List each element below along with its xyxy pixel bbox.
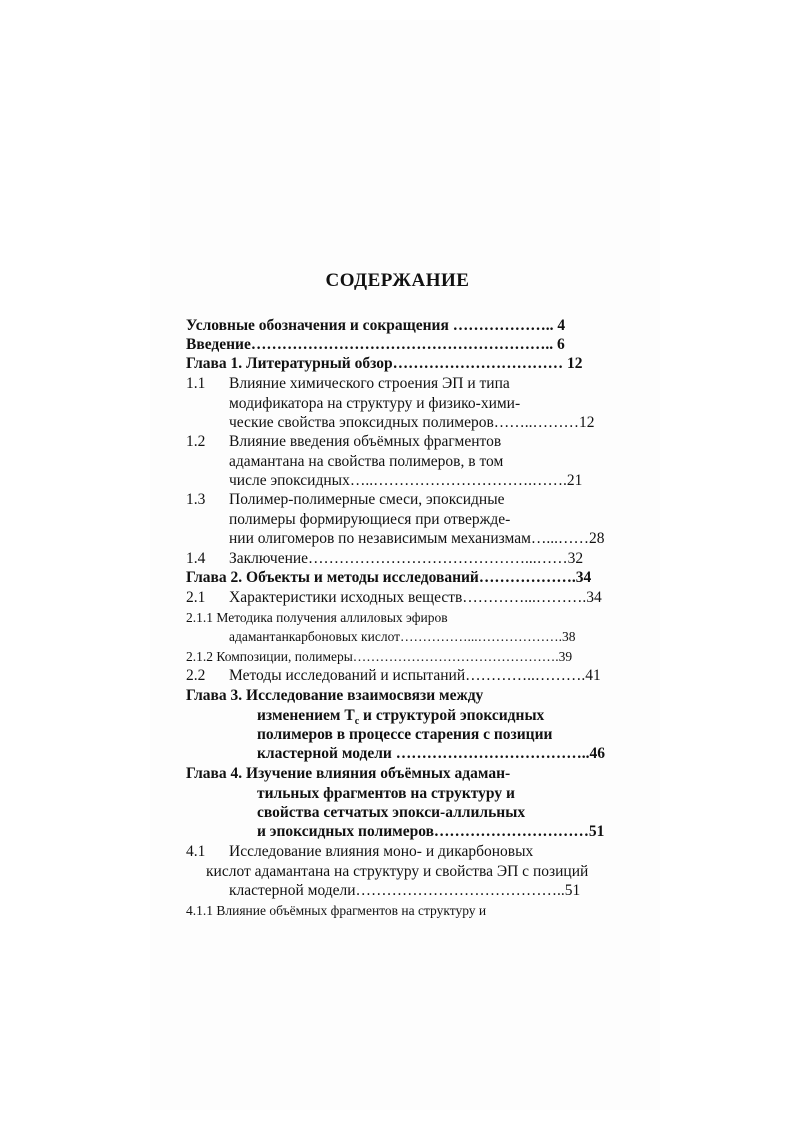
toc-entry-1-3-line-3: нии олигомеров по независимым механизмам…...……28	[229, 530, 605, 547]
toc-entry-2-1-1-line-2: адамантанкарбоновых кислот……………...……………….38	[229, 629, 576, 644]
toc-entry-1-4: Заключение……………………………………...……32	[229, 550, 584, 567]
toc-entry-abbreviations: Условные обозначения и сокращения ……………….. 4	[186, 317, 566, 334]
toc-entry-4-1-line-3: кластерной модели…………………………………..51	[229, 882, 581, 899]
toc-entry-chapter-2: Глава 2. Объекты и методы исследований……………….34	[186, 569, 592, 586]
toc-entry-2-1: Характеристики исходных веществ…………...……….34	[229, 589, 602, 606]
toc-entry-1-1-line-2: модификатора на структуру и физико-хими-	[229, 395, 521, 412]
toc-number-1-1: 1.1	[186, 375, 206, 392]
toc-entry-introduction: Введение………………………………………………….. 6	[186, 336, 565, 353]
toc-entry-1-2-line-2: адамантана на свойства полимеров, в том	[229, 453, 504, 470]
toc-entry-chapter-1: Глава 1. Литературный обзор…………………………… 12	[186, 355, 583, 372]
toc-entry-1-1-line-3: ческие свойства эпоксидных полимеров……..………12	[229, 414, 595, 431]
toc-number-1-3: 1.3	[186, 491, 206, 508]
tc-subscript: c	[354, 716, 360, 728]
toc-entry-chapter-4-line-2: тильных фрагментов на структуру и	[257, 785, 515, 802]
toc-entry-4-1-line-2: кислот адамантана на структуру и свойства ЭП с позиций	[206, 863, 589, 880]
toc-entry-1-3-line-1: Полимер-полимерные смеси, эпоксидные	[229, 491, 505, 508]
toc-entry-1-2-line-1: Влияние введения объёмных фрагментов	[229, 433, 502, 450]
toc-entry-chapter-3-line-3: полимеров в процессе старения с позиции	[257, 726, 553, 743]
toc-number-1-2: 1.2	[186, 433, 206, 450]
toc-number-4-1: 4.1	[186, 843, 206, 860]
toc-number-2-2: 2.2	[186, 667, 206, 684]
toc-number-2-1: 2.1	[186, 589, 206, 606]
toc-entry-chapter-3-line-4: кластерной модели ………………………………..46	[257, 745, 605, 762]
toc-entry-4-1-1: 4.1.1 Влияние объёмных фрагментов на структуру и	[186, 903, 487, 918]
toc-entry-1-1-line-1: Влияние химического строения ЭП и типа	[229, 375, 510, 392]
toc-entry-chapter-4-line-4: и эпоксидных полимеров…………………………51	[257, 823, 605, 840]
toc-entry-chapter-3-line-2-part-1: изменением T	[257, 707, 355, 724]
toc-entry-chapter-3-line-2	[257, 706, 544, 726]
toc-entry-chapter-3-line-2-part-2: и структурой эпоксидных	[359, 707, 545, 724]
toc-entry-chapter-4-line-3: свойства сетчатых эпокси-аллильных	[257, 804, 526, 821]
toc-number-1-4: 1.4	[186, 550, 206, 567]
toc-entry-1-2-line-3: числе эпоксидных…..………………………….…….21	[229, 472, 583, 489]
toc-entry-4-1-line-1: Исследование влияния моно- и дикарбоновых	[229, 843, 534, 860]
toc-entry-chapter-4-line-1: Глава 4. Изучение влияния объёмных адаман-	[186, 765, 511, 782]
toc-entry-1-3-line-2: полимеры формирующиеся при отвержде-	[229, 511, 511, 528]
page-title: СОДЕРЖАНИЕ	[325, 270, 470, 291]
toc-entry-2-1-2: 2.1.2 Композиции, полимеры……………………………………….39	[186, 649, 573, 664]
toc-entry-2-1-1-line-1: 2.1.1 Методика получения аллиловых эфиров	[186, 610, 448, 625]
toc-entry-2-2: Методы исследований и испытаний…………..……….41	[229, 667, 601, 684]
toc-entry-chapter-3-line-1: Глава 3. Исследование взаимосвязи между	[186, 687, 484, 704]
